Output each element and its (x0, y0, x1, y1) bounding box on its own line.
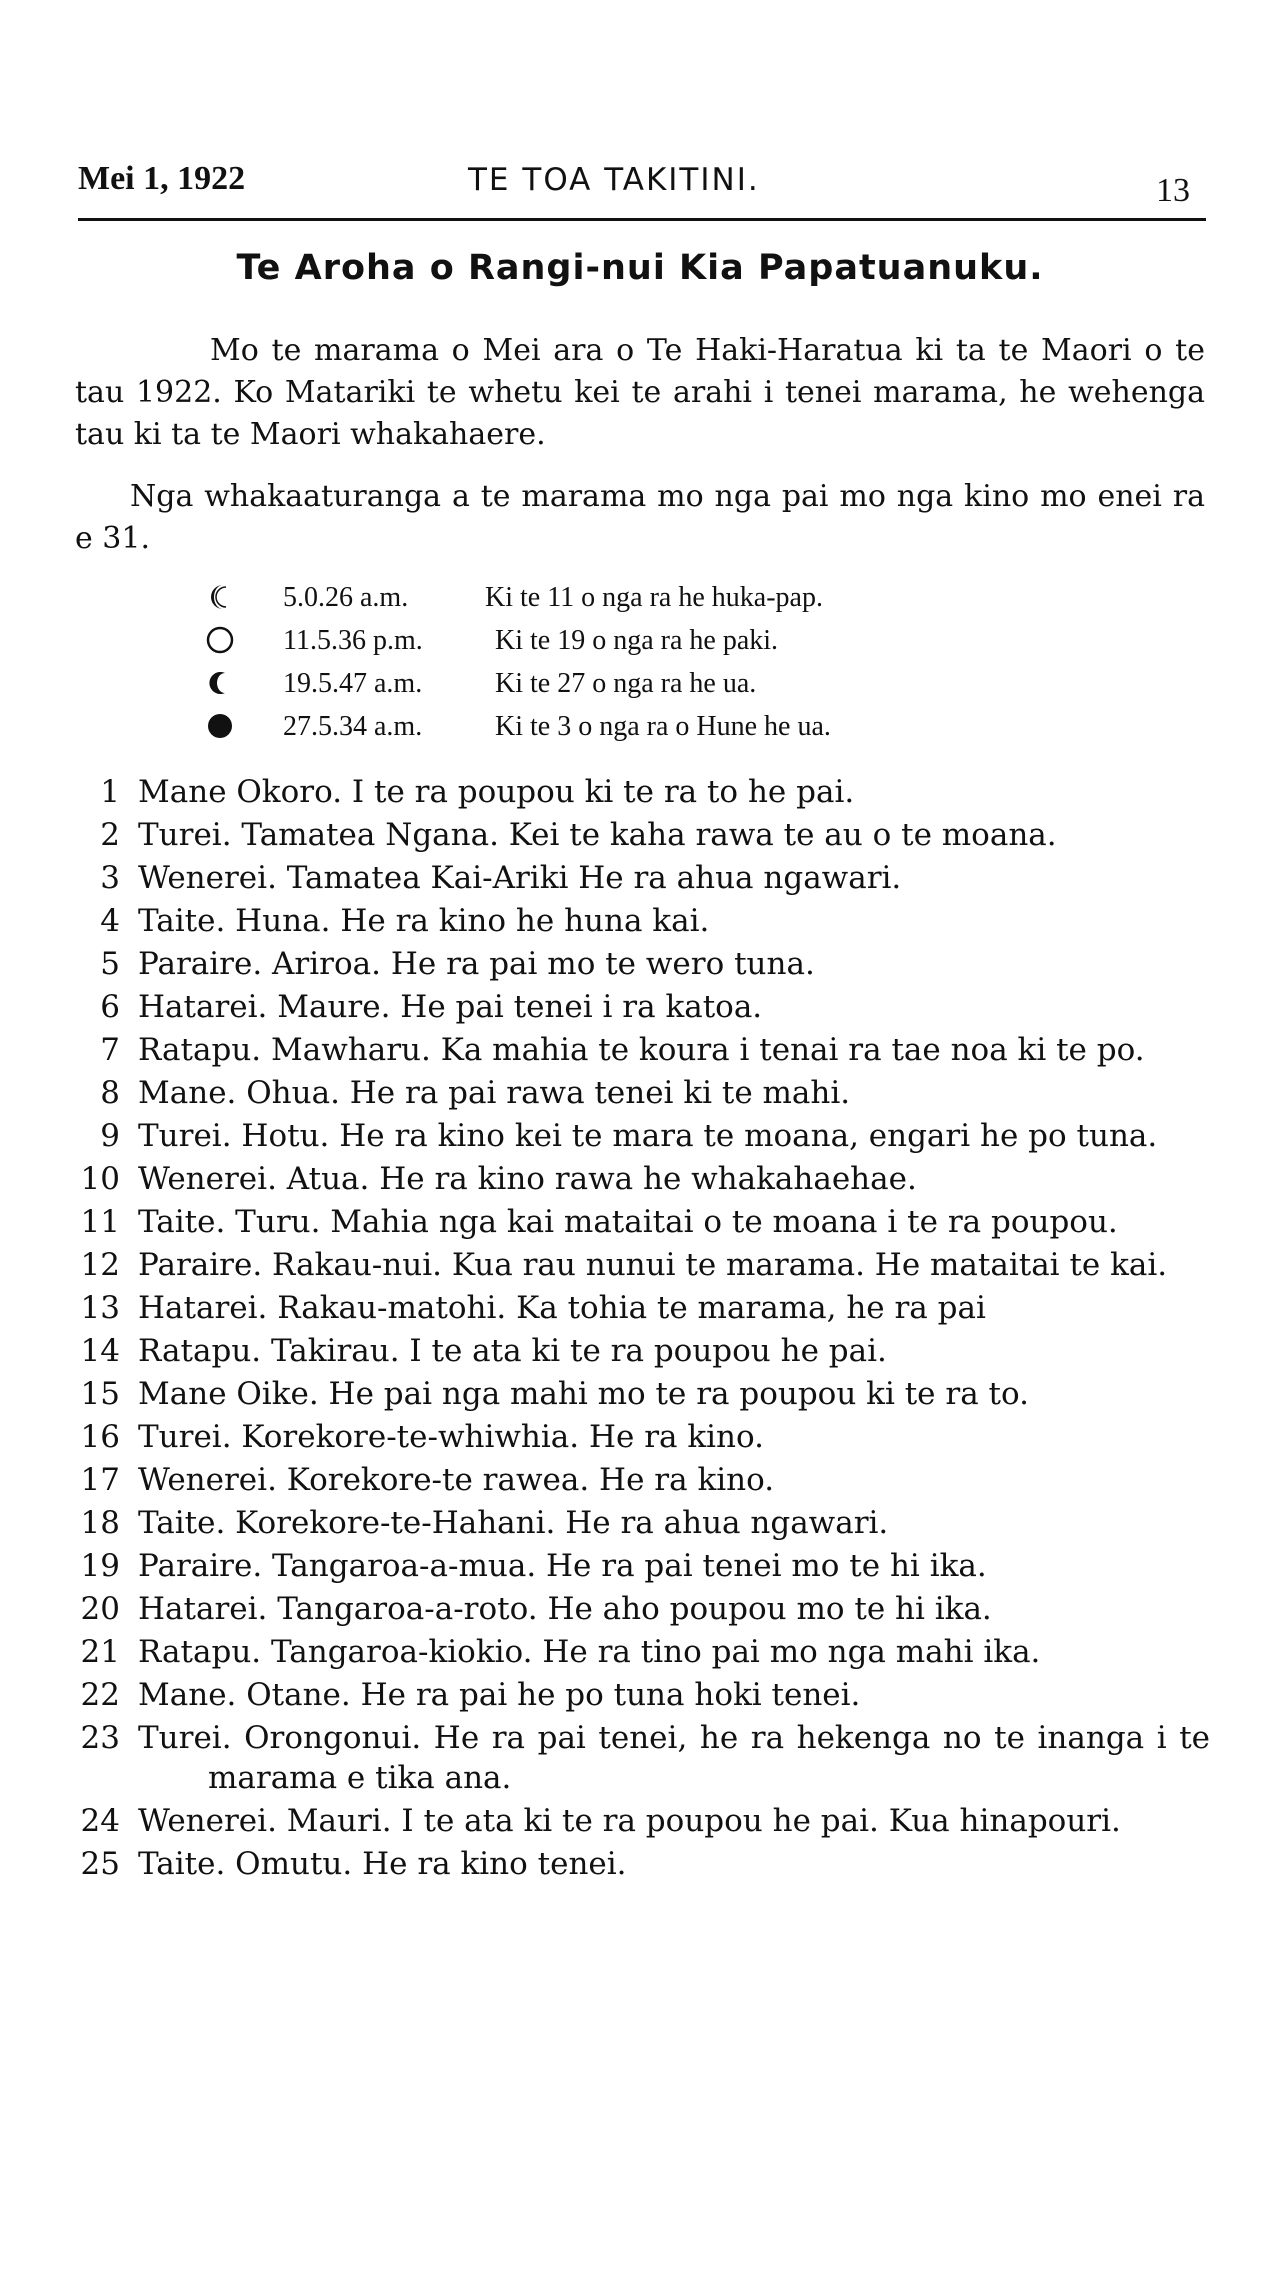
day-entry (70, 1546, 1210, 1586)
day-number: 9 (100, 1118, 120, 1154)
day-entry (70, 1417, 1210, 1457)
day-number: 20 (80, 1591, 120, 1627)
day-text: Mane Oike. He pai nga mahi mo te ra poupou ki te ra to. (138, 1376, 1029, 1412)
new-moon-icon (205, 711, 235, 741)
header-date: Mei 1, 1922 (78, 160, 246, 197)
day-number: 12 (80, 1247, 120, 1283)
moon-phase-text: Ki te 27 o nga ra he ua. (495, 668, 757, 699)
day-text: Ratapu. Tangaroa-kiokio. He ra tino pai mo nga mahi ika. (138, 1634, 1041, 1670)
moon-phase-row (205, 707, 1205, 750)
day-entry (70, 1202, 1210, 1242)
day-entry (70, 1030, 1210, 1070)
day-text: Hatarei. Maure. He pai tenei i ra katoa. (138, 989, 763, 1025)
page-header (78, 160, 1198, 209)
article-title: Te Aroha o Rangi-nui Kia Papatuanuku. (236, 248, 1044, 288)
day-text: Taite. Korekore-te-Hahani. He ra ahua ngawari. (138, 1505, 889, 1541)
day-number: 17 (80, 1462, 120, 1498)
day-entry (70, 1288, 1210, 1328)
day-text: Taite. Turu. Mahia nga kai mataitai o te moana i te ra poupou. (138, 1204, 1118, 1240)
day-text: Wenerei. Atua. He ra kino rawa he whakahaehae. (138, 1161, 917, 1197)
day-text: Taite. Omutu. He ra kino tenei. (138, 1846, 627, 1882)
moon-phase-time: 19.5.47 a.m. (283, 668, 423, 699)
day-entry (70, 772, 1210, 812)
day-entry (70, 1159, 1210, 1199)
day-number: 13 (80, 1290, 120, 1326)
day-number: 6 (100, 989, 120, 1025)
day-entry (70, 1589, 1210, 1629)
day-entry (70, 1801, 1210, 1841)
day-number: 2 (100, 817, 120, 853)
day-text: Mane Okoro. I te ra poupou ki te ra to he pai. (138, 774, 855, 810)
day-entry (70, 1460, 1210, 1500)
day-number: 3 (100, 860, 120, 896)
day-number: 22 (80, 1677, 120, 1713)
day-entry (70, 1245, 1210, 1285)
day-number: 1 (100, 774, 120, 810)
moon-phase-text: Ki te 11 o nga ra he huka-pap. (485, 582, 823, 613)
moon-phase-text: Ki te 3 o nga ra o Hune he ua. (495, 711, 831, 742)
day-text: Paraire. Rakau-nui. Kua rau nunui te marama. He mataitai te kai. (138, 1247, 1168, 1283)
day-entry (70, 815, 1210, 855)
moon-phase-row (205, 578, 1205, 621)
day-number: 10 (80, 1161, 120, 1197)
day-entry (70, 1374, 1210, 1414)
day-text: Paraire. Ariroa. He ra pai mo te wero tuna. (138, 946, 815, 982)
first-quarter-moon-icon (205, 668, 235, 698)
intro-paragraph: Mo te marama o Mei ara o Te Haki-Haratua ki ta te Maori o te tau 1922. Ko Matariki te whetu kei te arahi i tenei marama, he wehenga tau ki ta te Maori whakahaere. (75, 333, 1205, 452)
full-moon-icon (205, 625, 235, 655)
day-entry (70, 1675, 1210, 1715)
day-number: 8 (100, 1075, 120, 1111)
moon-phase-time: 5.0.26 a.m. (283, 582, 409, 613)
moon-phase-text: Ki te 19 o nga ra he paki. (495, 625, 779, 656)
day-entry (70, 1503, 1210, 1543)
day-entry (70, 987, 1210, 1027)
day-entry (70, 1116, 1210, 1156)
day-number: 18 (80, 1505, 120, 1541)
day-number: 5 (100, 946, 120, 982)
day-number: 16 (80, 1419, 120, 1455)
day-list (70, 772, 1210, 1887)
day-text: Mane. Otane. He ra pai he po tuna hoki tenei. (138, 1677, 861, 1713)
day-number: 15 (80, 1376, 120, 1412)
day-text: Ratapu. Mawharu. Ka mahia te koura i tenai ra tae noa ki te po. (138, 1032, 1145, 1068)
day-entry (70, 1073, 1210, 1113)
moon-phase-list (205, 578, 1205, 750)
phases-intro-paragraph: Nga whakaaturanga a te marama mo nga pai mo nga kino mo enei ra e 31. (75, 479, 1205, 556)
day-text: Taite. Huna. He ra kino he huna kai. (138, 903, 710, 939)
day-number: 21 (80, 1634, 120, 1670)
day-entry (70, 901, 1210, 941)
moon-phase-time: 11.5.36 p.m. (283, 625, 423, 656)
header-title: TE TOA TAKITINI. (468, 162, 760, 198)
moon-phase-time: 27.5.34 a.m. (283, 711, 423, 742)
day-number: 19 (80, 1548, 120, 1584)
day-entry (70, 1331, 1210, 1371)
day-text: Turei. Tamatea Ngana. Kei te kaha rawa te au o te moana. (138, 817, 1057, 853)
page-number: 13 (1156, 172, 1190, 209)
day-text: Hatarei. Rakau-matohi. Ka tohia te marama, he ra pai (138, 1290, 986, 1326)
day-number: 24 (80, 1803, 120, 1839)
day-text: Hatarei. Tangaroa-a-roto. He aho poupou mo te hi ika. (138, 1591, 992, 1627)
day-entry (70, 944, 1210, 984)
day-text: Ratapu. Takirau. I te ata ki te ra poupou he pai. (138, 1333, 887, 1369)
header-rule (78, 218, 1206, 221)
day-entry (70, 1718, 1210, 1798)
day-number: 7 (100, 1032, 120, 1068)
day-text: Wenerei. Korekore-te rawea. He ra kino. (138, 1462, 775, 1498)
day-text: Mane. Ohua. He ra pai rawa tenei ki te mahi. (138, 1075, 851, 1111)
day-text: Wenerei. Tamatea Kai-Ariki He ra ahua ngawari. (138, 860, 902, 896)
day-entry (70, 858, 1210, 898)
day-entry (70, 1844, 1210, 1884)
day-number: 25 (80, 1846, 120, 1882)
day-entry (70, 1632, 1210, 1672)
day-text: Paraire. Tangaroa-a-mua. He ra pai tenei mo te hi ika. (138, 1548, 987, 1584)
day-text: Turei. Orongonui. He ra pai tenei, he ra hekenga no te inanga i te marama e tika ana. (138, 1720, 1210, 1796)
last-quarter-moon-icon (205, 582, 235, 612)
moon-phase-row (205, 664, 1205, 707)
day-number: 14 (80, 1333, 120, 1369)
day-text: Wenerei. Mauri. I te ata ki te ra poupou he pai. Kua hinapouri. (138, 1803, 1121, 1839)
day-number: 4 (100, 903, 120, 939)
day-text: Turei. Korekore-te-whiwhia. He ra kino. (138, 1419, 764, 1455)
day-number: 23 (80, 1720, 120, 1756)
moon-phase-row (205, 621, 1205, 664)
day-text: Turei. Hotu. He ra kino kei te mara te moana, engari he po tuna. (138, 1118, 1158, 1154)
day-number: 11 (80, 1204, 120, 1240)
